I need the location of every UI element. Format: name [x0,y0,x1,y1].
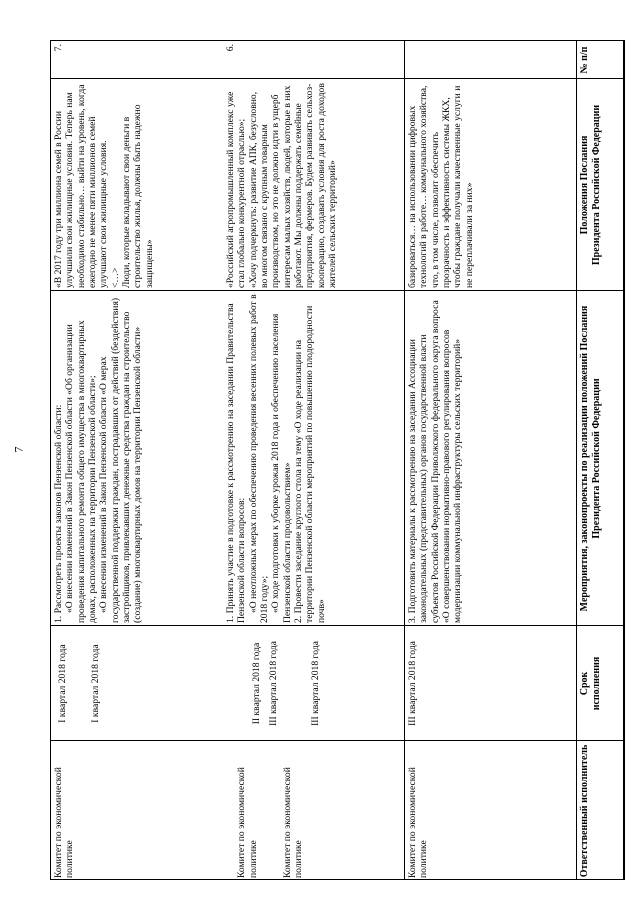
measures-table [50,40,625,880]
provisions-text: <…> [109,267,121,288]
row-num: 6. [225,44,236,52]
measure-item: «О внесении изменений в Закон Пензенской области «Об организации проведения капитального ремонта общего имущества в многоквартирных домах, расположенных на территории Пензенской области»; [64,320,98,623]
measure-item: «О ходе подготовки к уборке урожая 2018 года и обеспечению населения Пензенской области продовольствием» [270,313,293,623]
executor-cell [405,741,576,881]
provisions-text: «Российский агропромышленный комплекс уже стал глобально конкурентной отраслью»; [225,91,248,288]
table-row [51,41,223,879]
measure-item: 3. Подготовить материалы к рассмотрению на заседании Ассоциации законодательных (представительных) органов государственной власти субъектов Российской Федерации Приволжского федерального округа вопроса «О совершенствовании нормативно-правового регулирования вопросов модернизации коммунальной инфраструктуры сельских территорий» [407,300,464,623]
deadline-cell [405,626,576,741]
table-header [577,41,624,879]
provisions-cell [51,79,223,291]
executor-text: Комитет по экономической политике [53,767,76,878]
provisions-text: «Хочу подчеркнуть: развитие АПК, безусловно, во многом связано с крупным товарным производством, но это не должно идти в ущерб интересам малых хозяйств, людей, которые в них работают. Мы должны поддержать семейные предприятия, фермеров. Будем развивать сельхоз-кооперацию, создавать условия для роста доходов жителей сельских территорий» [247,83,338,288]
row-num [405,41,576,79]
provisions-text: «В 2017 году три миллиона семей в России улучшили свои жилищные условия. Теперь нам необходимо стабильно… выйти на уровень, когда ежегодно не менее пяти миллионов семей улучшают свои жилищные условия. [53,84,110,288]
table-row [223,41,405,879]
table-row [405,41,577,879]
deadline-text: I квартал 2018 года [57,644,68,723]
measure-item: 1. Рассмотреть проекты законов Пензенской области: [53,404,64,623]
deadline-text: III квартал 2018 года [268,641,280,726]
header-executor-cell [577,741,623,881]
provisions-text: Люди, которые вкладывают свои деньги в строительство жилья, должны быть надежно защищены» [120,104,155,288]
deadline-cell [51,626,223,741]
measure-item: «О неотложных мерах по обеспечению проведения весенних полевых работ в 2018 году»; [247,294,270,623]
measure-item: 2. Провести заседание круглого стола на тему «О ходе реализации на территории Пензенской области мероприятий по повышению плодородности почв» [292,305,327,623]
header-num-cell [577,41,623,79]
header-deadline: Срок исполнения [579,656,602,711]
page-number: 7 [11,446,26,453]
header-measures: Мероприятия, законопроекты по реализации положений Послания Президента Российской Федерации [579,305,602,612]
row-num: 7. [53,44,64,52]
measures-cell [405,291,576,626]
deadline-text: III квартал 2018 года [407,641,418,726]
provisions-cell [405,79,576,291]
header-measures-cell [577,291,623,626]
executor-cell [223,741,404,881]
executor-text: Комитет по экономической политике [407,767,430,878]
deadline-text: I квартал 2018 года [90,644,102,723]
row-num-cell [51,41,223,79]
header-num: № п/п [579,46,590,74]
measures-cell [223,291,404,626]
header-provisions: Положения Послания Президента Российской Федерации [579,104,602,266]
header-deadline-cell [577,626,623,741]
executor-text: Комитет по экономической политике Комитет по экономической политике [236,767,304,878]
measures-cell [51,291,223,626]
row-num-cell [223,41,404,79]
measure-item: «О внесении изменений в Закон Пензенской области «О мерах государственной поддержки граждан, пострадавших от действий (бездействия) застройщиков, привлекавших денежные средства граждан на строительство (создание) многоквартирных домов на территории Пензенской области» [98,297,144,623]
deadline-text: III квартал 2018 года [309,641,321,726]
executor-cell [51,741,223,881]
provisions-text: базироваться… на использовании цифровых технологий в работе… коммунального хозяйства, что, в том числе, позволит обеспечить прозрачность и эффективность системы ЖКХ, чтобы граждане получали качественные услуги и не переплачивали за них» [407,85,475,288]
header-provisions-cell [577,79,623,291]
header-executor: Ответственный исполнитель [579,744,590,878]
row-num-cell [405,41,576,79]
deadline-cell [223,626,404,741]
provisions-cell [223,79,404,291]
measure-item: 1. Принять участие в подготовке к рассмотрению на заседании Правительства Пензенской области вопросов: [225,303,248,623]
deadline-text: II квартал 2018 года [251,642,262,725]
